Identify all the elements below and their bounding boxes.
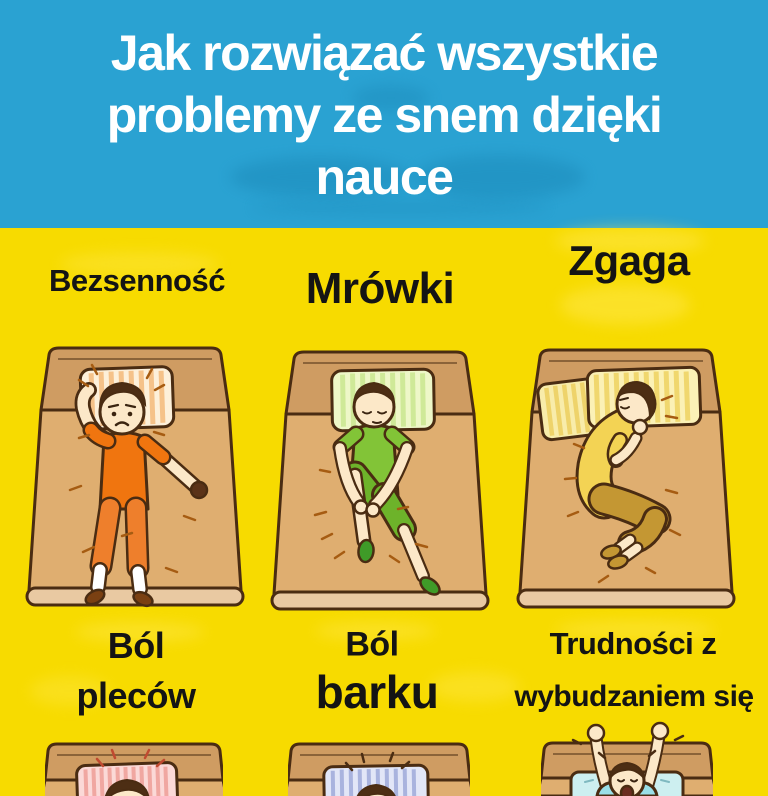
label-zgaga: Zgaga [568, 237, 690, 284]
label-bol-barku-line1: Ból [345, 625, 399, 664]
header-banner [0, 0, 768, 228]
title-line: Jak rozwiązać wszystkie [110, 25, 658, 81]
title-line: nauce [315, 149, 453, 205]
wybudzanie-illustration [541, 718, 713, 796]
insomnia-illustration [25, 340, 245, 620]
page-title [0, 22, 768, 208]
label-bezsennosc: Bezsenność [49, 263, 225, 298]
label-bol-plecow-line2: pleców [76, 675, 196, 716]
mrowki-illustration [270, 344, 490, 624]
zgaga-illustration [516, 342, 736, 622]
title-line: problemy ze snem dzięki [106, 87, 662, 143]
bol-plecow-illustration [45, 740, 223, 796]
label-mrowki: Mrówki [305, 264, 455, 313]
label-trudnosci-line1: Trudności z [549, 626, 717, 661]
blur-smudge [430, 672, 520, 702]
label-bol-plecow-line1: Ból [107, 625, 165, 666]
label-bol-barku-line2: barku [315, 666, 439, 718]
label-trudnosci-line2: wybudzaniem się [514, 680, 754, 713]
blur-smudge [560, 285, 690, 325]
yawning-mouth [621, 786, 633, 796]
bol-barku-illustration [288, 740, 470, 796]
